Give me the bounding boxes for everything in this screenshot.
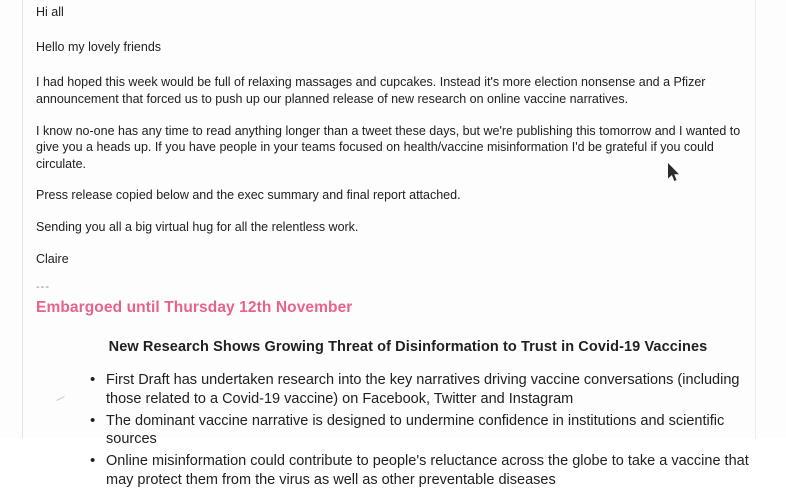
email-paragraph-3: Press release copied below and the exec summary and final report attached. [36, 188, 461, 203]
document-content [36, 0, 750, 492]
list-item: • The dominant vaccine narrative is designed to undermine confidence in institutions and scientific sources [106, 412, 750, 449]
email-greeting-line-1: Hi all [36, 5, 64, 19]
list-item: • First Draft has undertaken research into the key narratives driving vaccine conversations (including those related to a Covid-19 vaccine) on Facebook, Twitter and Instagram [106, 371, 750, 408]
embargo-notice: Embargoed until Thursday 12th November [36, 299, 353, 317]
email-greeting-line-2: Hello my lovely friends [36, 39, 162, 54]
email-paragraph-1: I had hoped this week would be full of relaxing massages and cupcakes. Instead it's more election nonsense and a Pfizer announcement that forced us to push up our planned release of new research on online vaccine narratives. [36, 75, 706, 106]
press-release-bullet-list [36, 371, 750, 489]
page-left-rule [22, 0, 23, 438]
list-item: • Online misinformation could contribute to people's reluctance across the globe to take a vaccine that may protect them from the virus as well as other preventable diseases [106, 452, 750, 489]
press-release-headline: New Research Shows Growing Threat of Disinformation to Trust in Covid-19 Vaccines [108, 339, 708, 356]
email-signature: Claire [36, 251, 69, 266]
email-separator: --- [36, 281, 50, 294]
page-right-rule [755, 0, 756, 438]
email-paragraph-2: I know no-one has any time to read anything longer than a tweet these days, but we're publishing this tomorrow and I wanted to give you a heads up. If you have people in your teams focused on health/vaccine misinformation I'd be grateful if you could circulate. [36, 123, 741, 171]
email-paragraph-4: Sending you all a big virtual hug for all the relentless work. [36, 220, 359, 234]
